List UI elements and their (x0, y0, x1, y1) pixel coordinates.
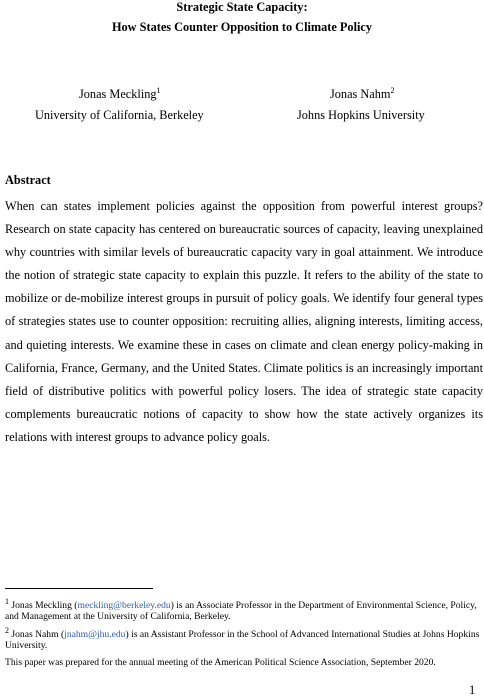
email-link-nahm[interactable]: jnahm@jhu.edu (64, 629, 126, 640)
footnote-note: This paper was prepared for the annual meeting of the American Political Science Association, September 2020. (5, 657, 436, 668)
footnote-1: $^1$ Jonas Meckling (meckling@berkeley.edu) is an Associate Professor in the Department of Environmental Science, Policy, and Management at the University of California, Berkeley. (5, 596, 477, 623)
page-number: 1 (469, 683, 476, 697)
author-2-affiliation: Johns Hopkins University (297, 108, 425, 122)
author-1-affiliation: University of California, Berkeley (35, 108, 204, 122)
author-2-name: Jonas Nahm$^2$ (330, 85, 395, 101)
author-1-name: Jonas Meckling$^1$ (79, 85, 161, 101)
footnote-divider (5, 588, 153, 589)
email-link-meckling[interactable]: meckling@berkeley.edu (77, 600, 171, 611)
footnote-2: $^2$ Jonas Nahm (jnahm@jhu.edu) is an Assistant Professor in the School of Advanced International Studies at Johns Hopkins University. (5, 625, 480, 652)
paper-subtitle: How States Counter Opposition to Climate Policy (111, 20, 373, 34)
paper-title: Strategic State Capacity: (176, 0, 308, 14)
abstract-text: When can states implement policies against the opposition from powerful interest groups? Research on state capacity has centered on bureaucratic sources of capacity, leaving unexplained why countries with similar levels of bureaucratic capacity vary in goal attainment. We introduce the notion of strategic state capacity to explain this puzzle. It refers to the ability of the state to mobilize or de-mobilize interest groups in pursuit of policy goals. We identify four general types of strategies states use to counter opposition: recruiting allies, aligning interests, limiting access, and quieting interests. We examine these in cases on climate and clean energy policy-making in California, France, Germany, and the United States. Climate politics is an increasingly important field of distributive politics with powerful policy losers. The idea of strategic state capacity complements bureaucratic notions of capacity to show how the state actively organizes its relations with interest groups to advance policy goals. (5, 199, 483, 444)
author-2-footnote-mark[interactable]: 2 (390, 85, 395, 95)
author-1-footnote-mark[interactable]: 1 (156, 85, 161, 95)
abstract-heading: Abstract (5, 173, 51, 187)
